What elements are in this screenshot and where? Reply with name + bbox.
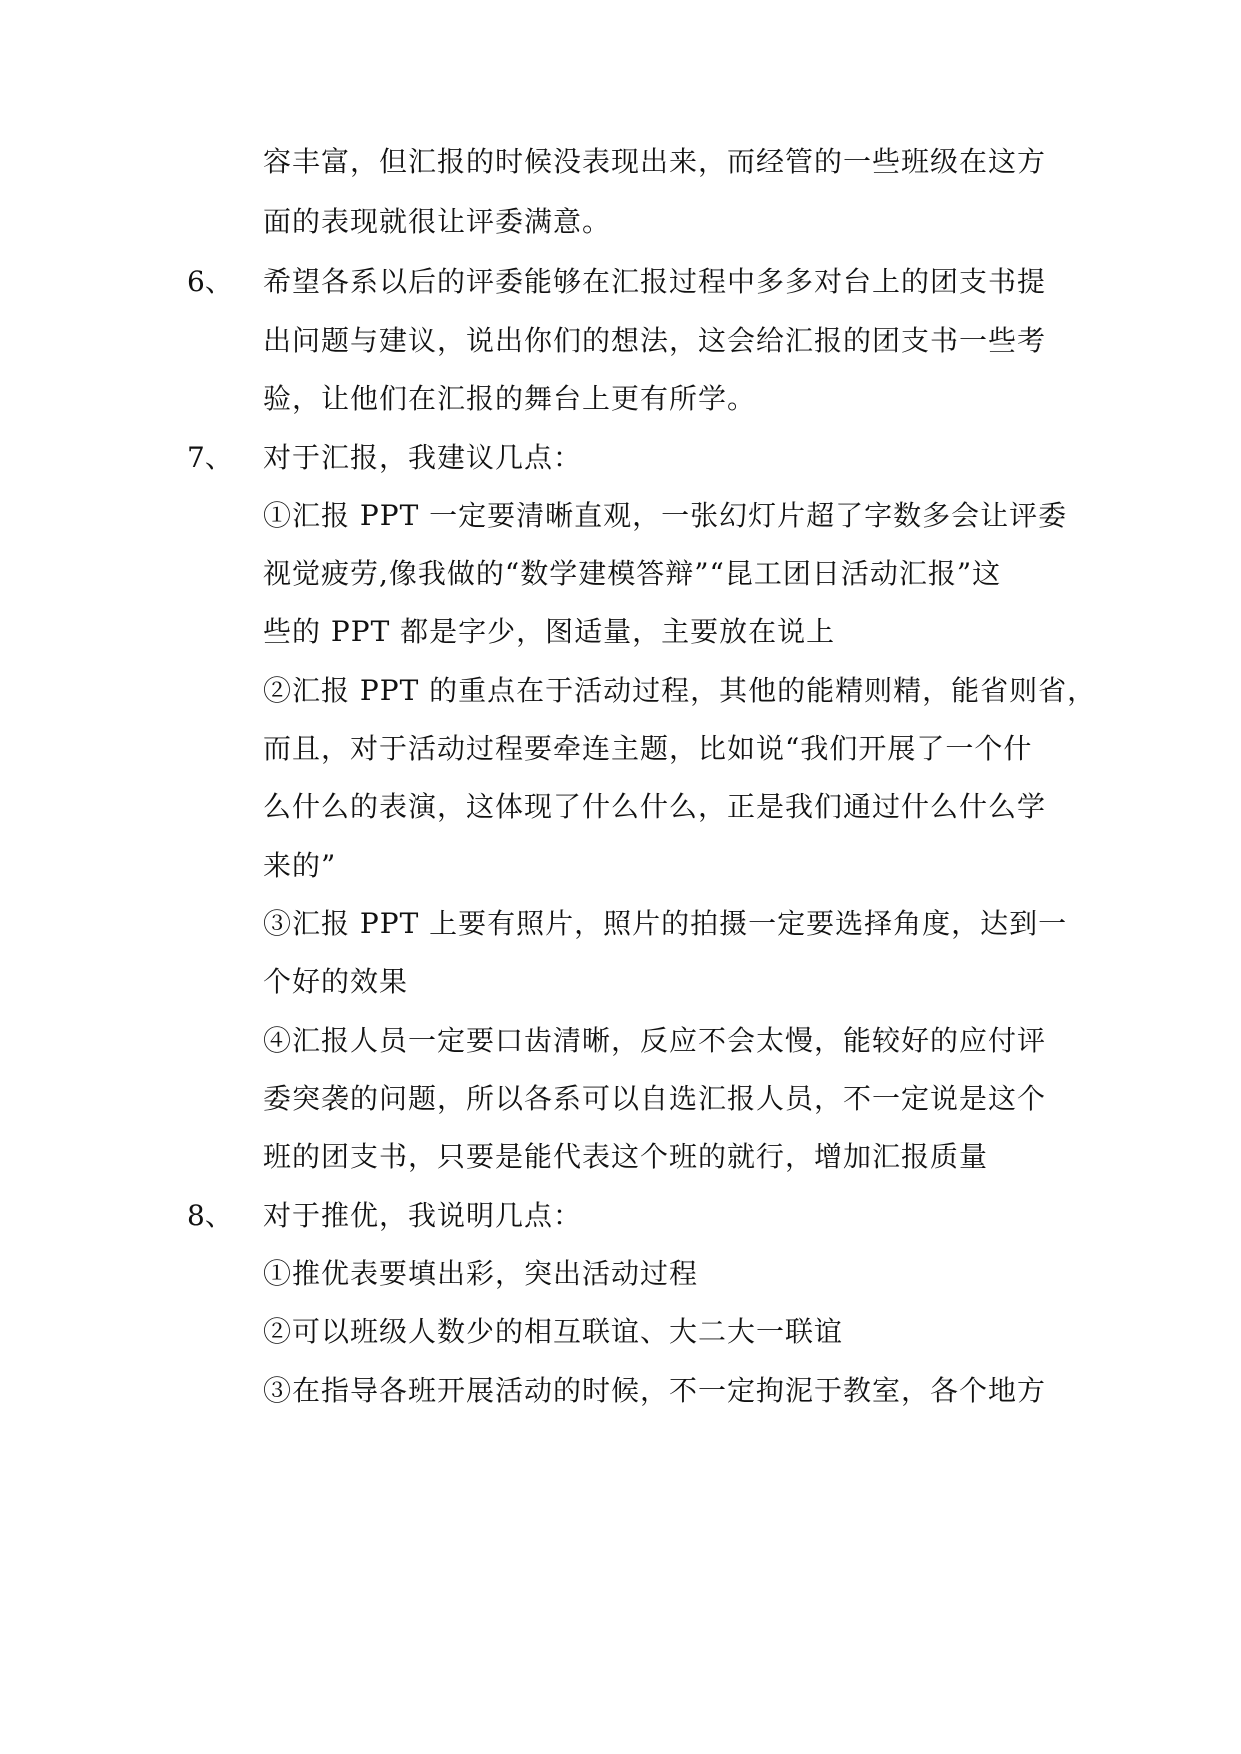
paragraph-line: 委突袭的问题，所以各系可以自选汇报人员，不一定说是这个 bbox=[263, 1082, 1047, 1115]
paragraph-line: ③在指导各班开展活动的时候，不一定拘泥于教室，各个地方 bbox=[263, 1374, 1047, 1407]
paragraph-line: ③汇报 PPT 上要有照片，照片的拍摄一定要选择角度，达到一 bbox=[263, 907, 1068, 940]
paragraph-line: 来的” bbox=[263, 849, 337, 882]
paragraph-line: 验，让他们在汇报的舞台上更有所学。 bbox=[263, 382, 757, 415]
paragraph-line: 个好的效果 bbox=[263, 965, 409, 998]
paragraph-line: ④汇报人员一定要口齿清晰，反应不会太慢，能较好的应付评 bbox=[263, 1024, 1047, 1057]
paragraph-line: 容丰富，但汇报的时候没表现出来，而经管的一些班级在这方 bbox=[263, 145, 1047, 178]
paragraph-line: 对于汇报，我建议几点： bbox=[263, 441, 583, 474]
paragraph-line: ①汇报 PPT 一定要清晰直观，一张幻灯片超了字数多会让评委 bbox=[263, 499, 1068, 532]
paragraph-line: ②可以班级人数少的相互联谊、大二大一联谊 bbox=[263, 1315, 844, 1348]
list-item-number: 8、 bbox=[187, 1199, 233, 1232]
paragraph-line: 对于推优，我说明几点： bbox=[263, 1199, 583, 1232]
paragraph-line: 出问题与建议，说出你们的想法，这会给汇报的团支书一些考 bbox=[263, 324, 1047, 357]
paragraph-line: 些的 PPT 都是字少，图适量，主要放在说上 bbox=[263, 615, 836, 648]
paragraph-line: 视觉疲劳,像我做的“数学建模答辩”“昆工团日活动汇报”这 bbox=[263, 557, 1002, 590]
paragraph-line: 希望各系以后的评委能够在汇报过程中多多对台上的团支书提 bbox=[263, 265, 1047, 298]
paragraph-line: 面的表现就很让评委满意。 bbox=[263, 205, 612, 238]
paragraph-line: ①推优表要填出彩，突出活动过程 bbox=[263, 1257, 699, 1290]
paragraph-line: 班的团支书，只要是能代表这个班的就行，增加汇报质量 bbox=[263, 1140, 989, 1173]
list-item-number: 6、 bbox=[187, 265, 233, 298]
paragraph-line: ②汇报 PPT 的重点在于活动过程，其他的能精则精，能省则省， bbox=[263, 674, 1097, 707]
list-item-number: 7、 bbox=[187, 441, 233, 474]
paragraph-line: 么什么的表演，这体现了什么什么，正是我们通过什么什么学 bbox=[263, 790, 1047, 823]
paragraph-line: 而且，对于活动过程要牵连主题，比如说“我们开展了一个什 bbox=[263, 732, 1033, 765]
